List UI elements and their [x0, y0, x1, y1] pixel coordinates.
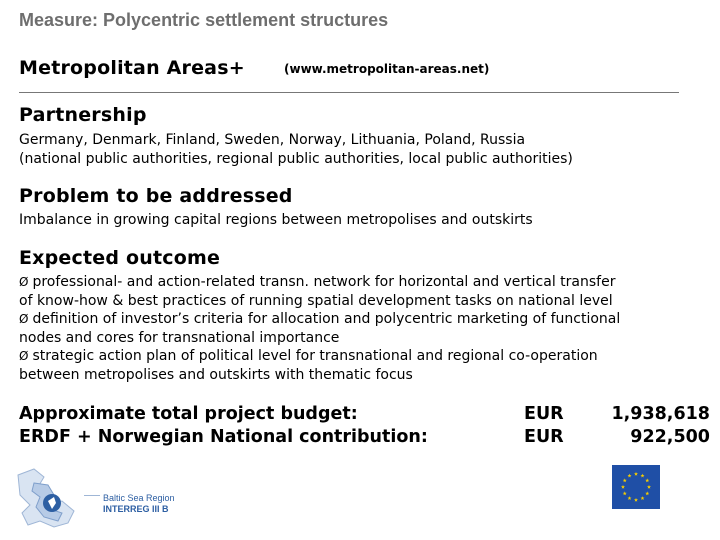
logo-line-2: INTERREG III B [103, 504, 169, 514]
budget-erdf-currency: EUR [524, 427, 564, 447]
budget-total-currency: EUR [524, 404, 564, 424]
measure-title: Measure: Polycentric settlement structures [19, 10, 389, 30]
outcome-item-1: Ø professional- and action-related transn. network for horizontal and vertical transfer [19, 274, 616, 290]
budget-total-amount: 1,938,618 [611, 404, 710, 424]
project-name: Metropolitan Areas+ [19, 57, 245, 79]
budget-total-label: Approximate total project budget: [19, 404, 358, 424]
logo-line-1: Baltic Sea Region [103, 493, 175, 503]
arrow-bullet-icon: Ø [19, 349, 29, 363]
partnership-authorities: (national public authorities, regional public authorities, local public authorities) [19, 151, 573, 167]
arrow-bullet-icon: Ø [19, 275, 29, 289]
outcome-item-2-cont: nodes and cores for transnational importance [19, 329, 340, 346]
baltic-sea-region-logo [14, 465, 174, 533]
budget-erdf-amount: 922,500 [630, 427, 710, 447]
eu-flag-icon [612, 465, 660, 509]
problem-text: Imbalance in growing capital regions between metropolises and outskirts [19, 212, 533, 228]
outcome-item-3: Ø strategic action plan of political level for transnational and regional co-operation [19, 348, 598, 364]
outcome-heading: Expected outcome [19, 247, 221, 269]
partnership-countries: Germany, Denmark, Finland, Sweden, Norway, Lithuania, Poland, Russia [19, 132, 526, 148]
partnership-text [19, 131, 719, 169]
project-url: (www.metropolitan-areas.net) [284, 62, 490, 76]
divider-rule [19, 92, 679, 93]
problem-heading: Problem to be addressed [19, 185, 293, 207]
budget-erdf-label: ERDF + Norwegian National contribution: [19, 427, 428, 447]
outcome-item-3-cont: between metropolises and outskirts with thematic focus [19, 366, 413, 383]
outcome-item-2: Ø definition of investor’s criteria for allocation and polycentric marketing of functional [19, 311, 621, 327]
outcome-item-1-cont: of know-how & best practices of running spatial development tasks on national level [19, 292, 613, 309]
outcome-list [19, 273, 719, 384]
arrow-bullet-icon: Ø [19, 312, 29, 326]
eu-flag-svg [612, 465, 660, 509]
partnership-heading: Partnership [19, 104, 147, 126]
